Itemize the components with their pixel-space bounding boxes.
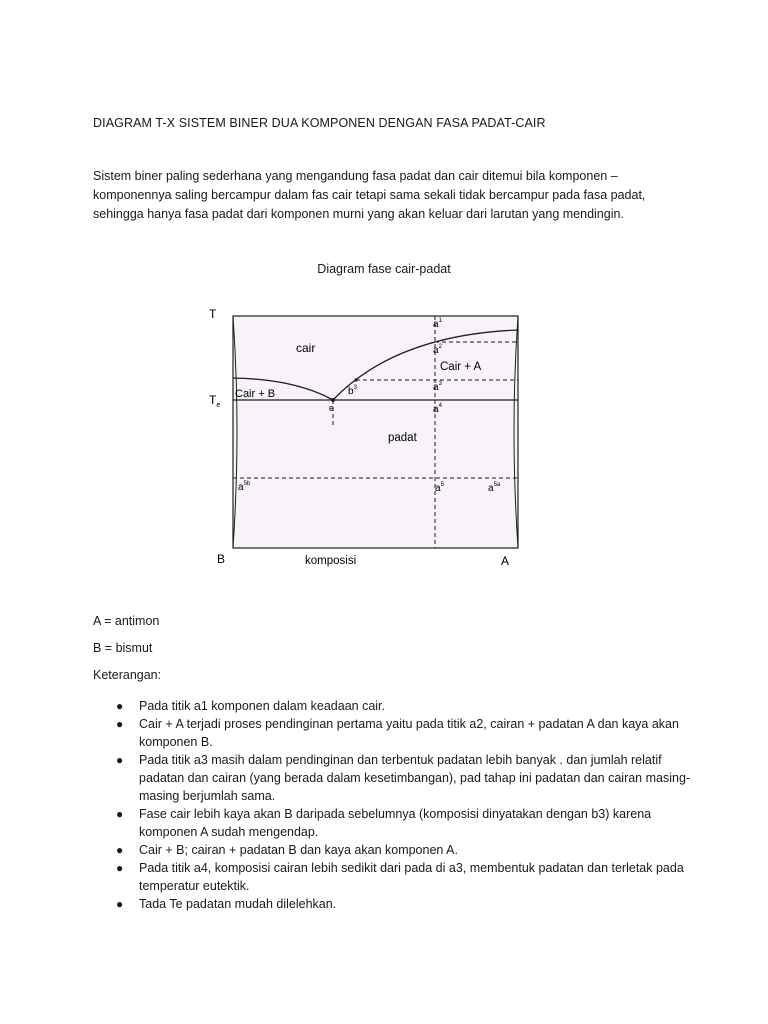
point-a4-main: a: [433, 404, 439, 415]
point-b3-dot: [354, 378, 357, 381]
point-e-dot: [331, 398, 335, 402]
point-a3-main: a: [433, 382, 439, 393]
note-text: Fase cair lebih kaya akan B daripada sebelumnya (komposisi dinyatakan dengan b3) karena komponen A sudah mengendap.: [139, 807, 652, 839]
point-a5a-main: a: [488, 483, 494, 494]
note-text: Pada titik a4, komposisi cairan lebih sedikit dari pada di a3, membentuk padatan dan terletak pada temperatur eutektik.: [139, 861, 684, 893]
point-a5-sup: 5: [440, 482, 444, 488]
note-text: Pada titik a1 komponen dalam keadaan cair.: [139, 699, 385, 713]
list-item: [93, 715, 693, 751]
point-a5a-sup: 5a: [493, 482, 501, 488]
axis-te-label: [209, 393, 220, 409]
bullet-icon: ●: [116, 843, 124, 857]
diagram-caption: Diagram fase cair-padat: [317, 262, 451, 276]
list-item: [93, 895, 693, 913]
note-text: Pada titik a3 masih dalam pendinginan dan terbentuk padatan lebih banyak . dan jumlah relatif padatan dan cairan (yang berada dalam kesetimbangan), pad tahap ini padatan dan cairan masing-masing berjumlah sama.: [139, 753, 691, 803]
note-text: Cair + A terjadi proses pendinginan pertama yaitu pada titik a2, cairan + padatan A dan kaya akan komponen B.: [139, 717, 679, 749]
point-a5-main: a: [435, 483, 441, 494]
list-item: [93, 805, 693, 841]
bullet-icon: ●: [116, 753, 124, 767]
point-a1-sup: 1: [438, 318, 442, 324]
point-b3-main: b: [348, 386, 354, 397]
intro-paragraph: Sistem biner paling sederhana yang mengandung fasa padat dan cair ditemui bila komponen – komponennya saling bercampur dalam fas cair tetapi sama sekali tidak bercampur pada fasa padat, sehingga hanya fasa padat dari komponen murni yang akan keluar dari larutan yang mendingin.: [93, 169, 646, 221]
note-text: Cair + B; cairan + padatan B dan kaya akan komponen A.: [139, 843, 458, 857]
point-a5b-main: a: [238, 482, 244, 493]
point-a3-sup: 3: [438, 381, 442, 387]
diagram-frame: [233, 316, 518, 548]
legend-a-definition: A = antimon: [93, 614, 160, 628]
point-a4-sup: 4: [438, 403, 442, 409]
x-axis-label: komposisi: [305, 555, 357, 567]
point-a2-main: a: [433, 345, 439, 356]
bullet-icon: ●: [116, 861, 124, 875]
point-a5b-sup: 5b: [243, 481, 251, 487]
bullet-icon: ●: [116, 897, 124, 911]
note-text: Tada Te padatan mudah dilelehkan.: [139, 897, 337, 911]
phase-diagram: [195, 300, 535, 575]
list-item: [93, 751, 693, 805]
region-cair-a-label: Cair + A: [440, 361, 482, 373]
list-item: [93, 841, 693, 859]
bullet-icon: ●: [116, 717, 124, 731]
axis-t-label: T: [209, 307, 217, 321]
list-item: [93, 859, 693, 895]
bullet-icon: ●: [116, 807, 124, 821]
corner-b-label: B: [217, 552, 226, 566]
notes-list: [93, 697, 693, 913]
point-e-label: e: [329, 403, 335, 413]
corner-a-label: A: [501, 554, 510, 568]
point-a2-sup: 2: [438, 344, 442, 350]
page-title: DIAGRAM T-X SISTEM BINER DUA KOMPONEN DENGAN FASA PADAT-CAIR: [93, 116, 546, 130]
region-cair-b-label: Cair + B: [235, 388, 276, 400]
axis-te-sub: e: [216, 402, 221, 409]
axis-te-main: T: [209, 393, 217, 407]
keterangan-heading: Keterangan:: [93, 668, 162, 682]
point-a1-main: a: [433, 319, 439, 330]
point-b3-sup: 3: [353, 385, 357, 391]
legend-b-definition: B = bismut: [93, 641, 153, 655]
bullet-icon: ●: [116, 699, 124, 713]
region-padat-label: padat: [388, 432, 417, 444]
region-cair-label: cair: [296, 341, 316, 355]
list-item: [93, 697, 693, 715]
